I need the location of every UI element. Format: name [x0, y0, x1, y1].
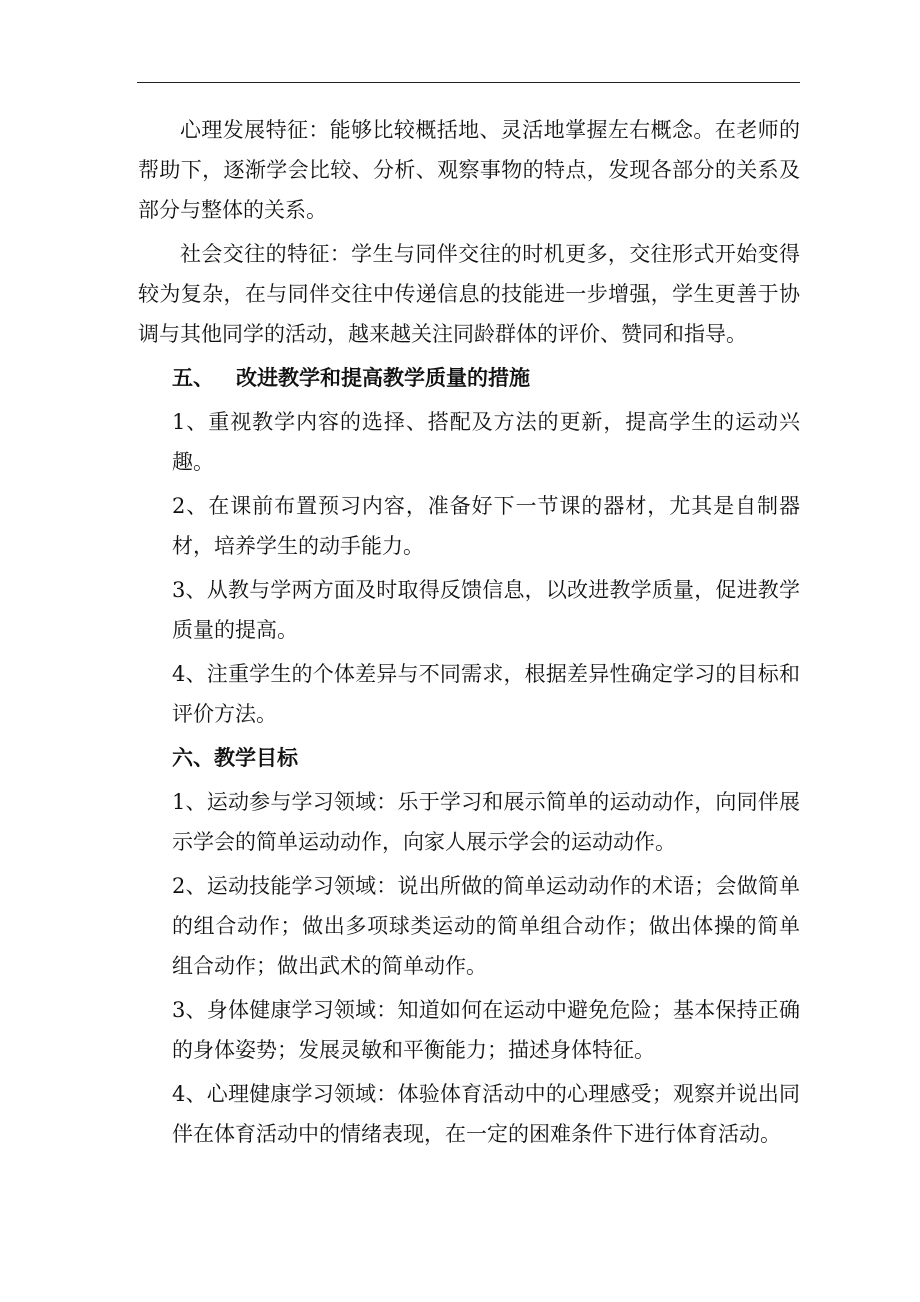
list-item: 4、注重学生的个体差异与不同需求，根据差异性确定学习的目标和评价方法。 [172, 662, 800, 726]
list-item: 3、身体健康学习领域：知道如何在运动中避免危险；基本保持正确的身体姿势；发展灵敏和平衡能力；描述身体特征。 [172, 998, 800, 1062]
list-item: 4、心理健康学习领域：体验体育活动中的心理感受；观察并说出同伴在体育活动中的情绪表现，在一定的困难条件下进行体育活动。 [172, 1082, 800, 1146]
section-title: 改进教学和提高教学质量的措施 [236, 365, 530, 390]
paragraph-psychological-development: 心理发展特征：能够比较概括地、灵活地掌握左右概念。在老师的帮助下，逐渐学会比较、分析、观察事物的特点，发现各部分的关系及部分与整体的关系。 [138, 118, 800, 222]
paragraph-social-interaction: 社会交往的特征：学生与同伴交往的时机更多，交往形式开始变得较为复杂，在与同伴交往中传递信息的技能进一步增强，学生更善于协调与其他同学的活动，越来越关注同龄群体的评价、赞同和指导。 [138, 242, 800, 346]
document-body [138, 110, 800, 1158]
header-rule [137, 82, 800, 83]
section-heading-teaching-goals: 六、教学目标 [172, 745, 298, 770]
list-item: 2、在课前布置预习内容，准备好下一节课的器材，尤其是自制器材，培养学生的动手能力。 [172, 494, 800, 558]
list-item: 1、重视教学内容的选择、搭配及方法的更新，提高学生的运动兴趣。 [172, 410, 800, 474]
list-item: 2、运动技能学习领域：说出所做的简单运动动作的术语；会做简单的组合动作；做出多项球类运动的简单组合动作；做出体操的简单组合动作；做出武术的简单动作。 [172, 874, 800, 978]
section-heading-measures [172, 358, 800, 398]
list-item: 1、运动参与学习领域：乐于学习和展示简单的运动动作，向同伴展示学会的简单运动动作，向家人展示学会的运动动作。 [172, 790, 800, 854]
list-item: 3、从教与学两方面及时取得反馈信息，以改进教学质量，促进教学质量的提高。 [172, 578, 800, 642]
section-number: 五、 [172, 365, 214, 390]
